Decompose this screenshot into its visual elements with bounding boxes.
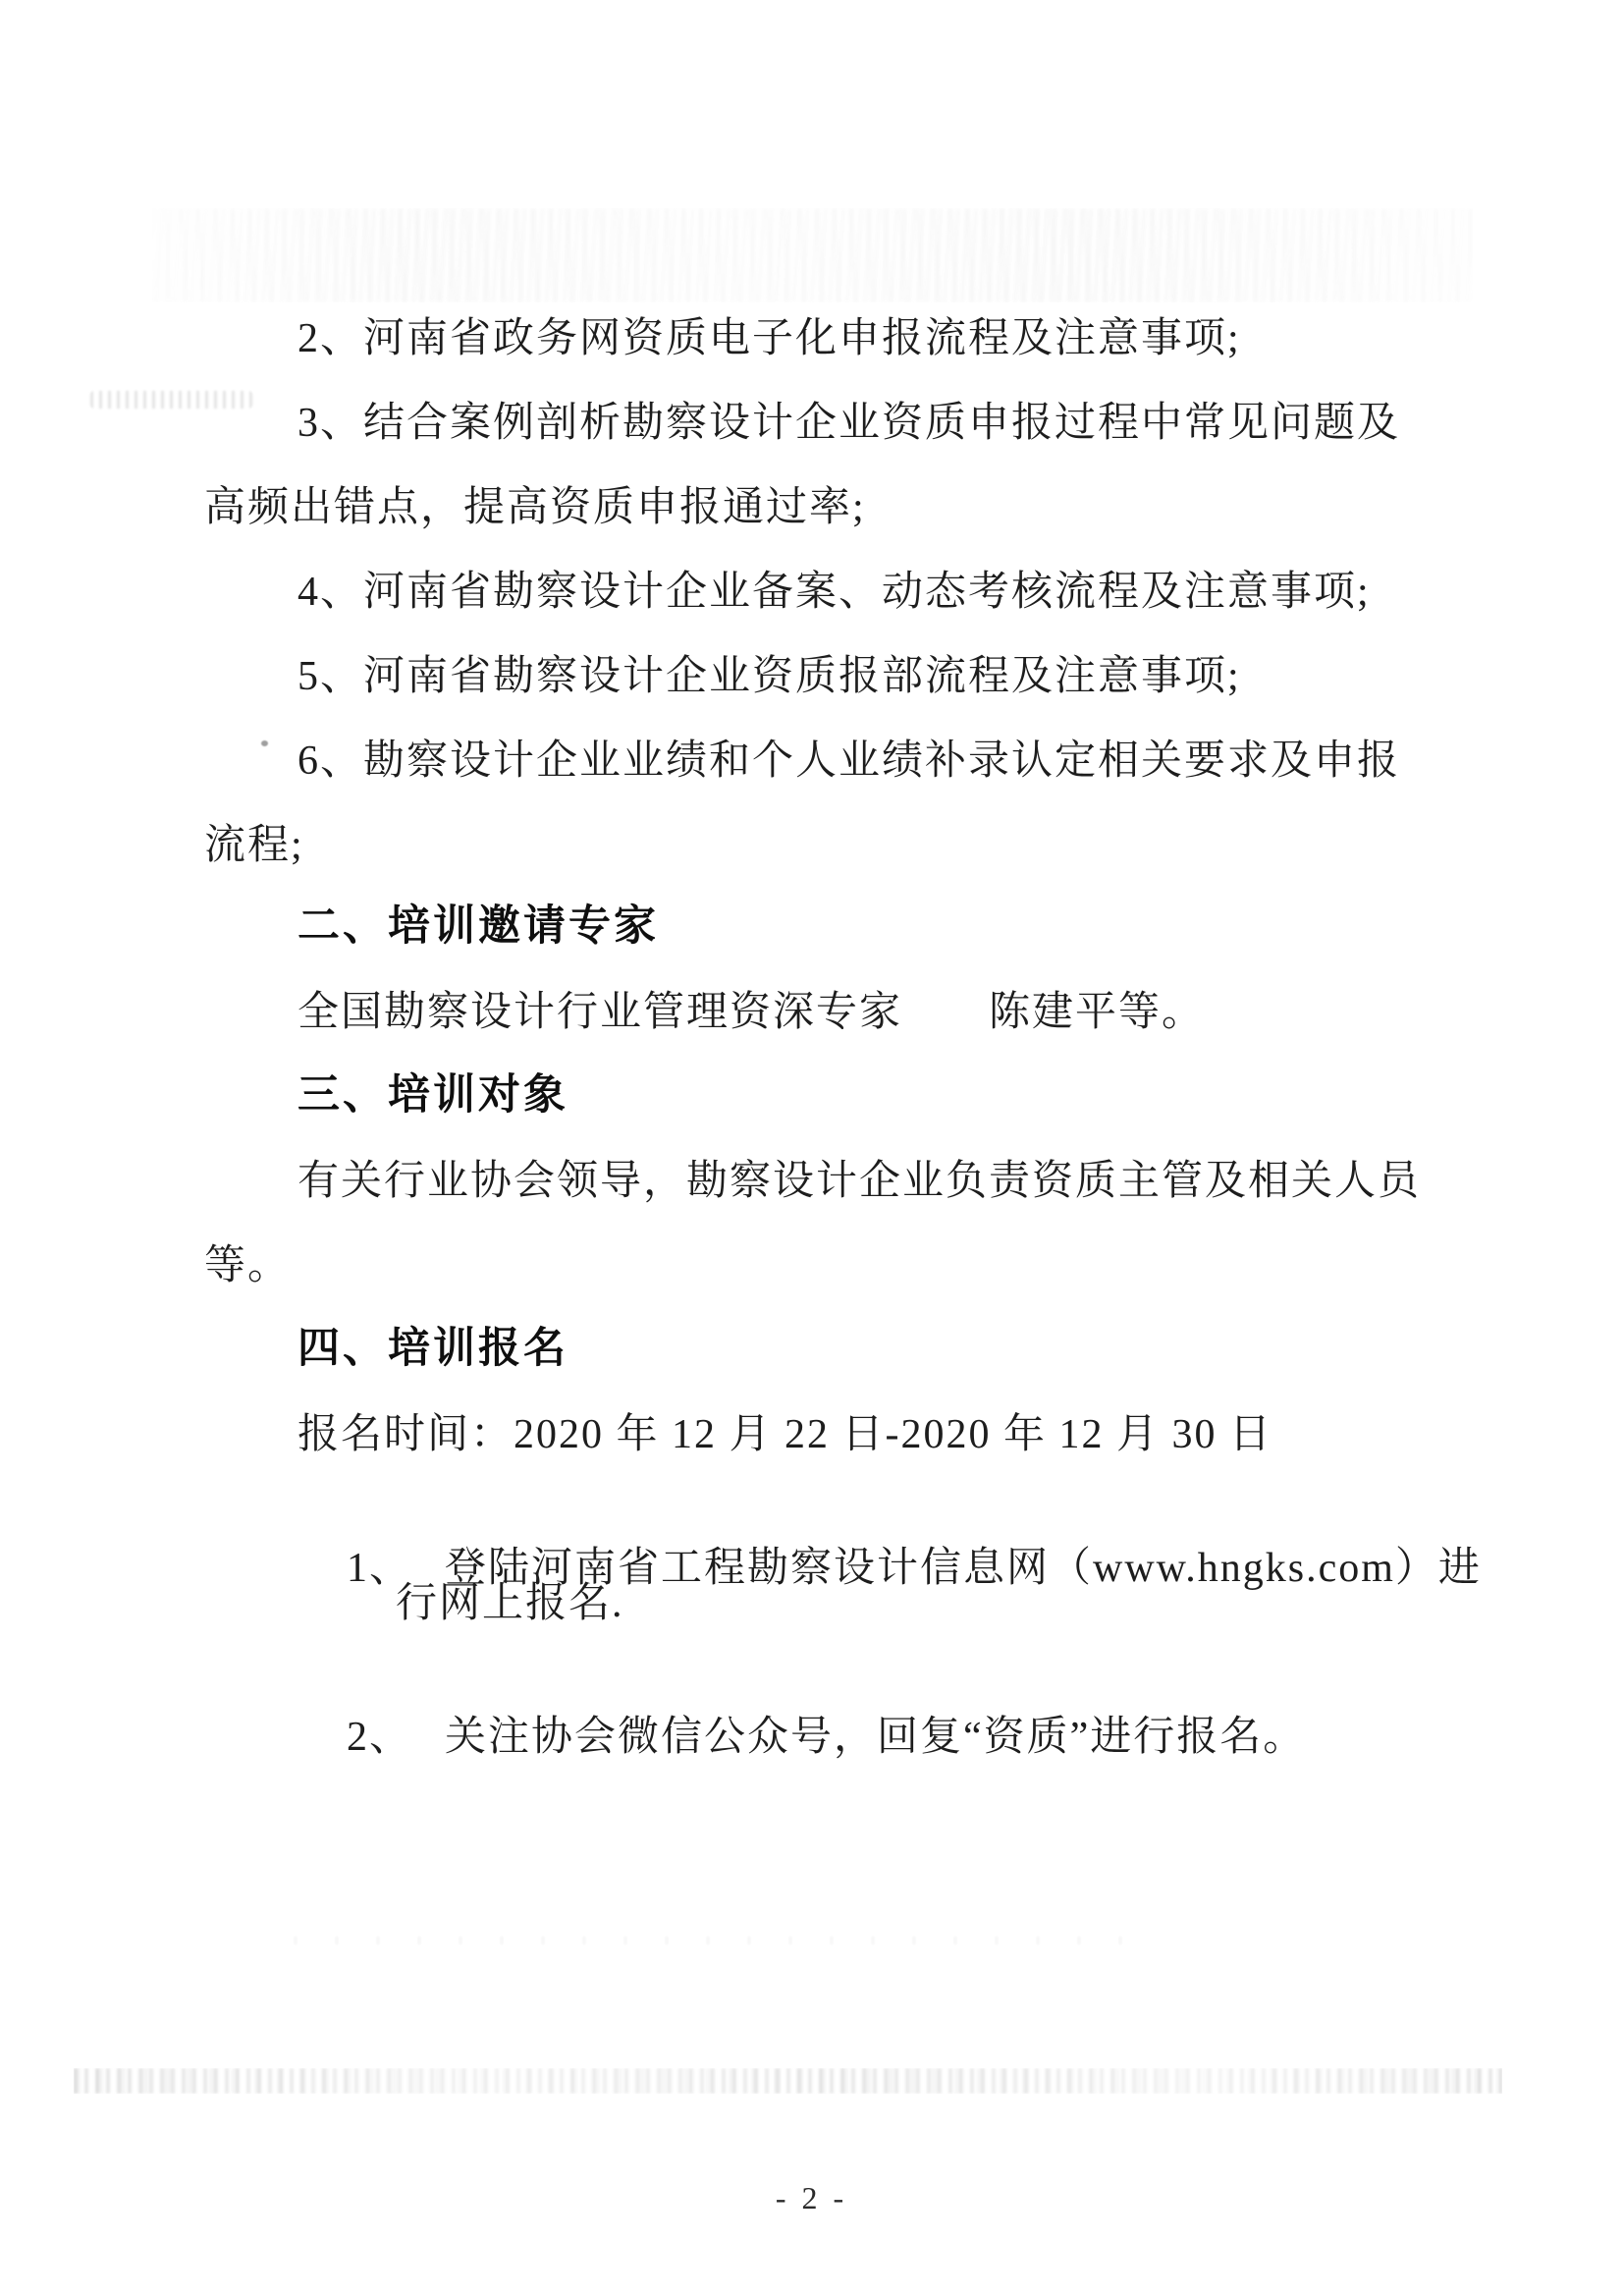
audience-text: 有关行业协会领导，勘察设计企业负责资质主管及相关人员 bbox=[298, 1159, 1422, 1204]
section-heading-experts: 二、培训邀请专家 bbox=[298, 902, 659, 950]
registration-method-1-continued: 行网上报名. bbox=[396, 1581, 624, 1626]
page-number: - 2 - bbox=[775, 2180, 848, 2215]
scan-smudge-left bbox=[90, 391, 252, 409]
numbered-item-6-continued: 流程; bbox=[204, 823, 304, 868]
list-number: 2、 bbox=[347, 1715, 413, 1760]
list-number: 1、 bbox=[347, 1546, 413, 1591]
registration-time: 报名时间：2020 年 12 月 22 日-2020 年 12 月 30 日 bbox=[298, 1412, 1272, 1457]
numbered-item-2: 2、河南省政务网资质电子化申报流程及注意事项; bbox=[298, 316, 1241, 361]
section-heading-registration: 四、培训报名 bbox=[298, 1325, 568, 1372]
list-text: 关注协会微信公众号，回复“资质”进行报名。 bbox=[445, 1715, 1307, 1760]
scan-speck bbox=[261, 740, 268, 746]
numbered-item-6: 6、勘察设计企业业绩和个人业绩补录认定相关要求及申报 bbox=[298, 738, 1401, 784]
list-text: 登陆河南省工程勘察设计信息网（www.hngks.com）进 bbox=[445, 1546, 1482, 1591]
scan-bleedthrough-top bbox=[152, 208, 1473, 302]
experts-text: 全国勘察设计行业管理资深专家 陈建平等。 bbox=[298, 990, 1206, 1035]
numbered-item-4: 4、河南省勘察设计企业备案、动态考核流程及注意事项; bbox=[298, 570, 1371, 615]
registration-method-2 bbox=[298, 1664, 1306, 1811]
audience-text-continued: 等。 bbox=[204, 1243, 292, 1288]
numbered-item-3-continued: 高频出错点，提高资质申报通过率; bbox=[204, 485, 866, 530]
numbered-item-3: 3、结合案例剖析勘察设计企业资质申报过程中常见问题及 bbox=[298, 401, 1401, 446]
scan-bleedthrough-bottom bbox=[74, 2068, 1502, 2094]
scan-speckle-row bbox=[295, 1937, 1139, 1944]
numbered-item-5: 5、河南省勘察设计企业资质报部流程及注意事项; bbox=[298, 654, 1241, 699]
section-heading-audience: 三、培训对象 bbox=[298, 1071, 568, 1119]
